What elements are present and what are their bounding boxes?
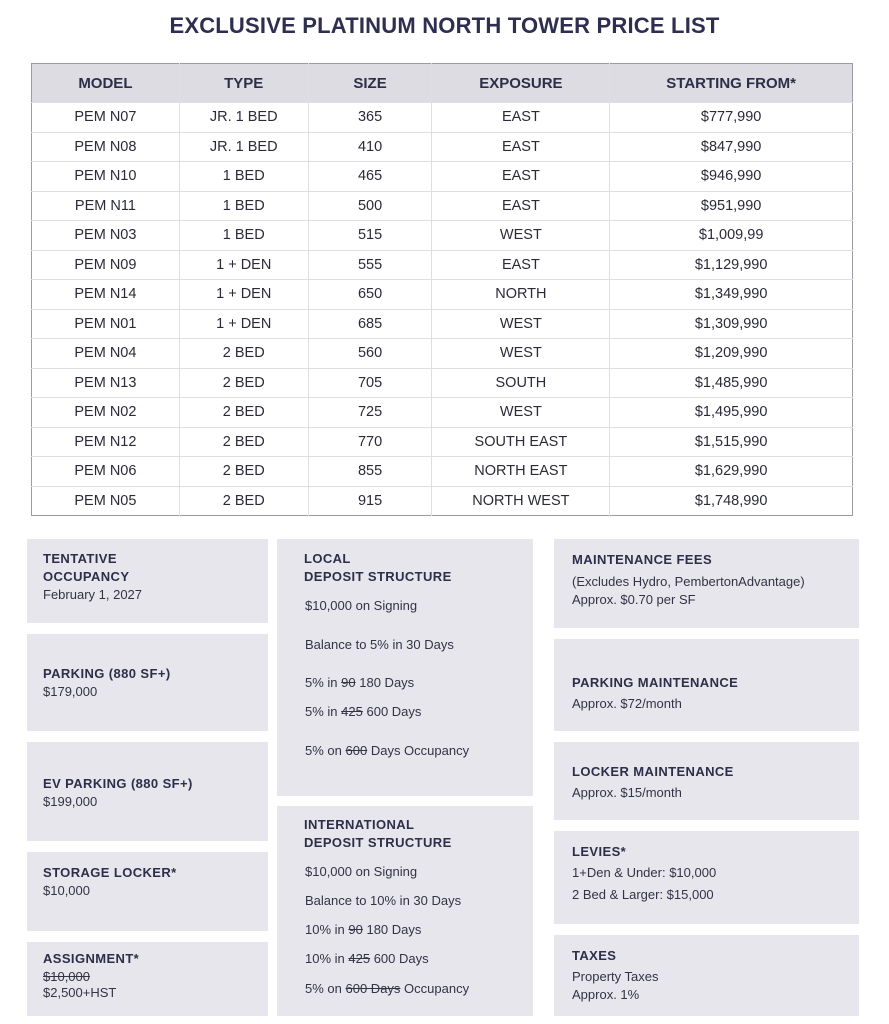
cell-type: 2 BED [179, 368, 308, 398]
header-size: SIZE [308, 64, 432, 103]
cell-model: PEM N09 [32, 250, 180, 280]
assignment-old-value: $10,000 [43, 969, 90, 984]
cell-type: 1 + DEN [179, 309, 308, 339]
cell-model: PEM N07 [32, 103, 180, 133]
local-deposit-box [277, 539, 533, 796]
table-row [32, 103, 853, 133]
header-type: TYPE [179, 64, 308, 103]
local-deposit-line-4-strike: 425 [341, 704, 363, 719]
cell-exposure: NORTH [432, 280, 610, 310]
intl-deposit-line-1: $10,000 on Signing [305, 864, 418, 879]
local-deposit-line-3-pre: 5% in [305, 675, 338, 690]
taxes-line-1: Property Taxes [572, 969, 659, 984]
cell-model: PEM N13 [32, 368, 180, 398]
maintenance-fees-line-2: Approx. $0.70 per SF [572, 592, 696, 607]
intl-deposit-title-line1: INTERNATIONAL [304, 817, 415, 832]
table-body [32, 103, 853, 516]
cell-price: $1,129,990 [610, 250, 853, 280]
table-row [32, 339, 853, 369]
cell-exposure: SOUTH [432, 368, 610, 398]
locker-maintenance-title: LOCKER MAINTENANCE [572, 764, 734, 779]
cell-model: PEM N06 [32, 457, 180, 487]
maintenance-fees-box [554, 539, 859, 628]
page-title: EXCLUSIVE PLATINUM NORTH TOWER PRICE LIST [169, 13, 720, 38]
local-deposit-line-3-strike: 90 [341, 675, 356, 690]
cell-type: 1 BED [179, 191, 308, 221]
local-deposit-line-3 [305, 675, 414, 690]
occupancy-box [27, 539, 268, 623]
cell-exposure: EAST [432, 162, 610, 192]
cell-exposure: NORTH EAST [432, 457, 610, 487]
cell-size: 560 [308, 339, 432, 369]
table-row [32, 191, 853, 221]
cell-model: PEM N08 [32, 132, 180, 162]
cell-size: 705 [308, 368, 432, 398]
cell-exposure: EAST [432, 132, 610, 162]
levies-box [554, 831, 859, 924]
cell-type: 2 BED [179, 398, 308, 428]
cell-price: $1,309,990 [610, 309, 853, 339]
intl-deposit-line-4-post: 600 Days [373, 951, 429, 966]
assignment-value: $2,500+HST [43, 985, 117, 1000]
cell-size: 515 [308, 221, 432, 251]
table-row [32, 250, 853, 280]
cell-type: 2 BED [179, 339, 308, 369]
cell-exposure: EAST [432, 191, 610, 221]
cell-price: $1,009,99 [610, 221, 853, 251]
local-deposit-title-line2: DEPOSIT STRUCTURE [304, 569, 452, 584]
occupancy-title-line1: TENTATIVE [43, 551, 117, 566]
local-deposit-line-1: $10,000 on Signing [305, 598, 418, 613]
taxes-line-2: Approx. 1% [572, 987, 640, 1002]
parking-box [27, 634, 268, 731]
cell-type: 1 + DEN [179, 280, 308, 310]
cell-model: PEM N11 [32, 191, 180, 221]
intl-deposit-line-3 [305, 922, 421, 937]
table-row [32, 486, 853, 516]
table-row [32, 368, 853, 398]
table-row [32, 398, 853, 428]
intl-deposit-line-3-pre: 10% in [305, 922, 345, 937]
intl-deposit-title-line2: DEPOSIT STRUCTURE [304, 835, 452, 850]
maintenance-fees-title: MAINTENANCE FEES [572, 552, 713, 567]
intl-deposit-line-5-post: Occupancy [404, 981, 470, 996]
ev-parking-value: $199,000 [43, 794, 98, 809]
cell-model: PEM N12 [32, 427, 180, 457]
cell-model: PEM N14 [32, 280, 180, 310]
cell-size: 725 [308, 398, 432, 428]
intl-deposit-line-5-strike: 600 Days [345, 981, 401, 996]
cell-price: $1,495,990 [610, 398, 853, 428]
cell-exposure: EAST [432, 103, 610, 133]
levies-line-1: 1+Den & Under: $10,000 [572, 865, 717, 880]
cell-size: 685 [308, 309, 432, 339]
cell-price: $1,485,990 [610, 368, 853, 398]
intl-deposit-line-3-post: 180 Days [366, 922, 422, 937]
cell-price: $951,990 [610, 191, 853, 221]
table-row [32, 132, 853, 162]
maintenance-fees-line-1: (Excludes Hydro, PembertonAdvantage) [572, 574, 805, 589]
table-row [32, 221, 853, 251]
ev-parking-box [27, 742, 268, 841]
parking-title: PARKING (880 SF+) [43, 666, 171, 681]
cell-exposure: WEST [432, 339, 610, 369]
parking-maintenance-title: PARKING MAINTENANCE [572, 675, 739, 690]
table-header-row [32, 64, 853, 103]
cell-price: $1,209,990 [610, 339, 853, 369]
table-row [32, 427, 853, 457]
cell-model: PEM N02 [32, 398, 180, 428]
parking-maintenance-box [554, 639, 859, 731]
cell-model: PEM N01 [32, 309, 180, 339]
levies-line-2: 2 Bed & Larger: $15,000 [572, 887, 714, 902]
cell-size: 365 [308, 103, 432, 133]
cell-price: $946,990 [610, 162, 853, 192]
cell-size: 855 [308, 457, 432, 487]
cell-size: 410 [308, 132, 432, 162]
cell-type: 1 BED [179, 162, 308, 192]
cell-exposure: WEST [432, 398, 610, 428]
intl-deposit-box [277, 806, 533, 1016]
cell-price: $847,990 [610, 132, 853, 162]
header-exposure: EXPOSURE [432, 64, 610, 103]
local-deposit-line-5-strike: 600 [345, 743, 368, 758]
table-row [32, 457, 853, 487]
local-deposit-line-5-post: Days Occupancy [370, 743, 470, 758]
assignment-box [27, 942, 268, 1016]
locker-maintenance-box [554, 742, 859, 820]
storage-locker-value: $10,000 [43, 883, 90, 898]
ev-parking-title: EV PARKING (880 SF+) [43, 776, 193, 791]
local-deposit-title-line1: LOCAL [304, 551, 351, 566]
storage-locker-box [27, 852, 268, 931]
cell-model: PEM N03 [32, 221, 180, 251]
cell-type: 2 BED [179, 486, 308, 516]
cell-model: PEM N05 [32, 486, 180, 516]
cell-size: 915 [308, 486, 432, 516]
cell-size: 500 [308, 191, 432, 221]
cell-model: PEM N10 [32, 162, 180, 192]
intl-deposit-line-4-strike: 425 [348, 951, 371, 966]
intl-deposit-line-5-pre: 5% on [305, 981, 342, 996]
table-row [32, 280, 853, 310]
header-starting-from: STARTING FROM* [610, 64, 853, 103]
local-deposit-line-4-pre: 5% in [305, 704, 338, 719]
cell-price: $1,349,990 [610, 280, 853, 310]
cell-size: 650 [308, 280, 432, 310]
cell-exposure: NORTH WEST [432, 486, 610, 516]
cell-size: 465 [308, 162, 432, 192]
cell-size: 555 [308, 250, 432, 280]
cell-price: $1,515,990 [610, 427, 853, 457]
cell-exposure: SOUTH EAST [432, 427, 610, 457]
cell-price: $1,629,990 [610, 457, 853, 487]
local-deposit-line-4 [305, 704, 421, 719]
parking-maintenance-value: Approx. $72/month [572, 696, 682, 711]
local-deposit-line-2: Balance to 5% in 30 Days [305, 637, 454, 652]
locker-maintenance-value: Approx. $15/month [572, 785, 682, 800]
cell-type: 1 BED [179, 221, 308, 251]
intl-deposit-line-4-pre: 10% in [305, 951, 345, 966]
occupancy-value: February 1, 2027 [43, 587, 143, 602]
assignment-title: ASSIGNMENT* [43, 951, 140, 966]
cell-type: 2 BED [179, 427, 308, 457]
cell-type: 2 BED [179, 457, 308, 487]
taxes-box [554, 935, 859, 1016]
table-row [32, 162, 853, 192]
cell-type: 1 + DEN [179, 250, 308, 280]
cell-size: 770 [308, 427, 432, 457]
cell-exposure: WEST [432, 221, 610, 251]
header-model: MODEL [32, 64, 180, 103]
taxes-title: TAXES [572, 948, 617, 963]
cell-price: $1,748,990 [610, 486, 853, 516]
cell-price: $777,990 [610, 103, 853, 133]
table-row [32, 309, 853, 339]
intl-deposit-line-2: Balance to 10% in 30 Days [305, 893, 462, 908]
local-deposit-line-5 [305, 743, 469, 758]
parking-value: $179,000 [43, 684, 98, 699]
levies-title: LEVIES* [572, 844, 627, 859]
local-deposit-line-3-post: 180 Days [359, 675, 415, 690]
cell-model: PEM N04 [32, 339, 180, 369]
intl-deposit-line-4 [305, 951, 429, 966]
price-table [31, 63, 853, 516]
intl-deposit-line-5 [305, 981, 469, 996]
local-deposit-line-5-pre: 5% on [305, 743, 342, 758]
storage-locker-title: STORAGE LOCKER* [43, 865, 177, 880]
cell-exposure: EAST [432, 250, 610, 280]
cell-type: JR. 1 BED [179, 103, 308, 133]
cell-type: JR. 1 BED [179, 132, 308, 162]
occupancy-title-line2: OCCUPANCY [43, 569, 130, 584]
cell-exposure: WEST [432, 309, 610, 339]
intl-deposit-line-3-strike: 90 [348, 922, 363, 937]
local-deposit-line-4-post: 600 Days [366, 704, 422, 719]
